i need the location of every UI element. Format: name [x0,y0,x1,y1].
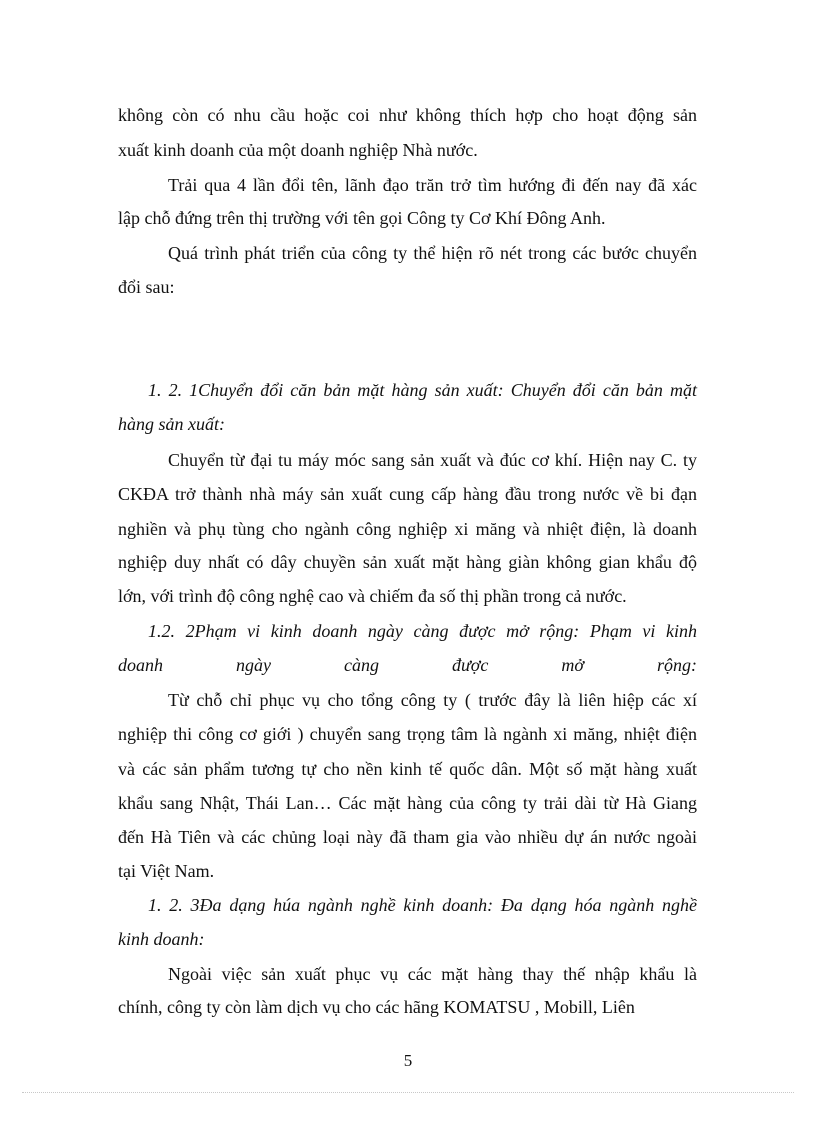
paragraph-line: lập chỗ đứng trên thị trường với tên gọi Công ty Cơ Khí Đông Anh. [118,208,606,228]
paragraph-line: lớn, với trình độ công nghệ cao và chiếm đa số thị phần trong cả nước. [118,586,627,606]
paragraph-line: xuất kinh doanh của một doanh nghiệp Nhà nước. [118,140,478,160]
paragraph-line: đến Hà Tiên và các chủng loại này đã tham gia vào nhiều dự án nước ngoài [118,827,697,847]
paragraph-line: nghiệp thi công cơ giới ) chuyển sang trọng tâm là ngành xi măng, nhiệt điện [118,724,697,744]
paragraph-line: Trải qua 4 lần đổi tên, lãnh đạo trăn trở tìm hướng đi đến nay đã xác [168,175,697,195]
paragraph-line: không còn có nhu cầu hoặc coi như không thích hợp cho hoạt động sản [118,105,697,125]
paragraph-line: Chuyển từ đại tu máy móc sang sản xuất và đúc cơ khí. Hiện nay C. ty [168,450,697,470]
section-heading-1-2-2-cont: doanh ngày càng được mở rộng: [118,655,697,675]
section-heading-1-2-1: 1. 2. 1Chuyển đổi căn bản mặt hàng sản xuất: Chuyển đổi căn bản mặt [148,380,697,400]
page-number: 5 [403,1051,413,1070]
paragraph-line: chính, công ty còn làm dịch vụ cho các hãng KOMATSU , Mobill, Liên [118,997,635,1017]
paragraph-line: khẩu sang Nhật, Thái Lan… Các mặt hàng của công ty trải dài từ Hà Giang [118,793,697,813]
paragraph-line: Từ chỗ chỉ phục vụ cho tổng công ty ( trước đây là liên hiệp các xí [168,690,697,710]
footer-divider [22,1092,794,1093]
section-heading-1-2-1-cont: hàng sản xuất: [118,414,225,434]
section-heading-1-2-3-cont: kinh doanh: [118,929,205,949]
paragraph-line: nghiền và phụ tùng cho ngành công nghiệp xi măng và nhiệt điện, là doanh [118,519,697,539]
paragraph-line: CKĐA trở thành nhà máy sản xuất cung cấp hàng đầu trong nước về bi đạn [118,484,697,504]
paragraph-line: Ngoài việc sản xuất phục vụ các mặt hàng thay thế nhập khẩu là [168,964,697,984]
paragraph-line: và các sản phẩm tương tự cho nền kinh tế quốc dân. Một số mặt hàng xuất [118,759,697,779]
paragraph-line: đổi sau: [118,277,175,297]
paragraph-line: nghiệp duy nhất có dây chuyền sản xuất mặt hàng giàn không gian khẩu độ [118,552,697,572]
section-heading-1-2-3: 1. 2. 3Đa dạng húa ngành nghề kinh doanh: Đa dạng hóa ngành nghề [148,895,697,915]
paragraph-line: Quá trình phát triển của công ty thể hiện rõ nét trong các bước chuyển [168,243,697,263]
paragraph-line: tại Việt Nam. [118,861,215,881]
section-heading-1-2-2: 1.2. 2Phạm vi kinh doanh ngày càng được mở rộng: Phạm vi kinh [148,621,697,641]
